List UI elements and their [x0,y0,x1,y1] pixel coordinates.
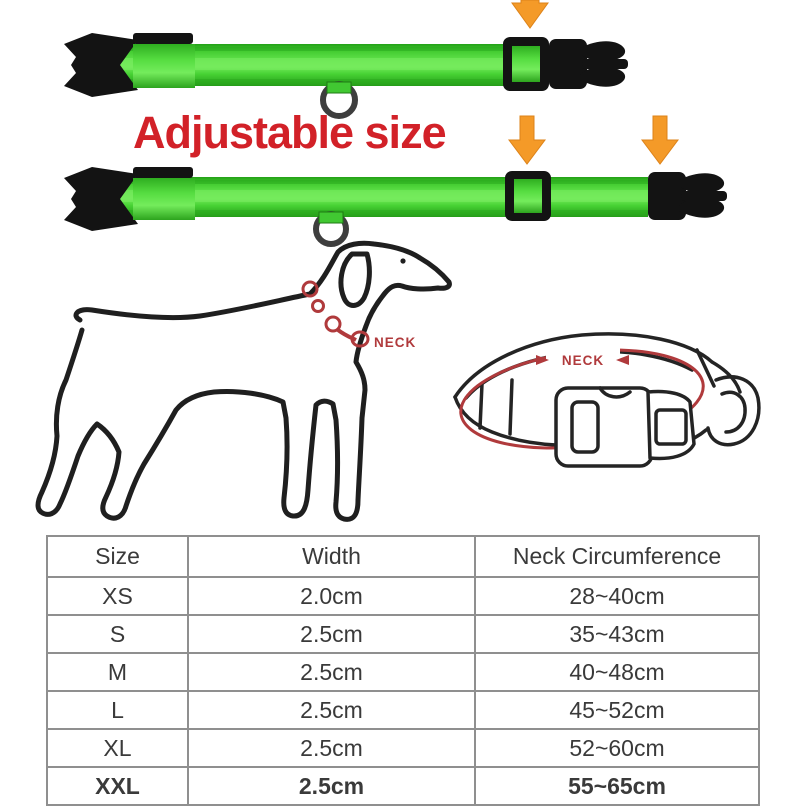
table-header-row [47,536,759,577]
buckle-male [648,172,727,220]
dog-eye [400,258,405,263]
collar-photo-short [64,0,628,116]
size-chart-table [46,535,760,806]
table-row [47,577,759,615]
collar-fold [133,178,195,220]
table-row [47,729,759,767]
neck-cell: 28~40cm [475,577,759,615]
neck-cell: 40~48cm [475,653,759,691]
adjust-arrow-icon [642,116,678,164]
collar-fold [133,44,195,88]
neck-cell: 52~60cm [475,729,759,767]
neck-cell: 55~65cm [475,767,759,805]
dog-ear [341,254,369,306]
width-cell: 2.5cm [188,729,475,767]
size-cell: L [47,691,188,729]
page-title: Adjustable size [133,107,446,158]
adjust-arrow-icon [512,0,548,28]
size-cell: M [47,653,188,691]
neck-cell: 45~52cm [475,691,759,729]
width-cell: 2.0cm [188,577,475,615]
table-row [47,767,759,805]
d-ring-tab [319,212,343,223]
neck-cell: 35~43cm [475,615,759,653]
table-body [47,577,759,805]
size-cell: XS [47,577,188,615]
table-row [47,653,759,691]
width-cell: 2.5cm [188,767,475,805]
dog-outline [38,243,449,519]
size-cell: XL [47,729,188,767]
width-cell: 2.5cm [188,615,475,653]
column-header: Neck Circumference [475,536,759,577]
buckle-male [549,39,628,89]
collar-fold-bar [133,167,193,178]
column-header: Width [188,536,475,577]
column-header: Size [47,536,188,577]
adjust-arrow-icon [509,116,545,164]
table-row [47,615,759,653]
width-cell: 2.5cm [188,653,475,691]
dog-diagram [38,243,449,519]
d-ring-tab [327,82,351,93]
width-cell: 2.5cm [188,691,475,729]
collar-fold-bar [133,33,193,44]
size-cell: XXL [47,767,188,805]
collar-neck-label: NECK [561,353,605,368]
size-cell: S [47,615,188,653]
table-row [47,691,759,729]
dog-neck-label: NECK [374,335,417,350]
diagram-buckle [556,388,694,466]
collar-diagram [455,334,759,466]
